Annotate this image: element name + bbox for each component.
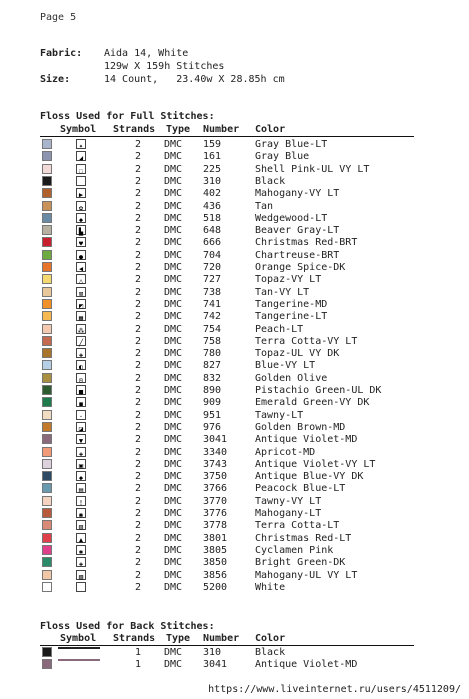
type-cell: DMC — [164, 495, 183, 507]
floss-row — [40, 570, 414, 582]
color-swatch — [42, 324, 52, 334]
color-swatch — [42, 397, 52, 407]
number-cell: 310 — [203, 175, 222, 187]
strands-cell: 2 — [135, 163, 142, 175]
type-cell: DMC — [164, 286, 183, 298]
header-type: Type — [166, 633, 191, 644]
strands-cell: 2 — [135, 311, 142, 323]
type-cell: DMC — [164, 532, 183, 544]
type-cell: DMC — [164, 458, 183, 470]
number-cell: 3801 — [203, 532, 228, 544]
fabric-stitches: 129w X 159h Stitches — [104, 61, 225, 72]
color-name-cell: Topaz-UL VY DK — [255, 348, 340, 360]
type-cell: DMC — [164, 544, 183, 556]
number-cell: 3856 — [203, 569, 228, 581]
stitch-symbol-icon: ╱ — [76, 336, 86, 346]
type-cell: DMC — [164, 557, 183, 569]
floss-row — [40, 311, 414, 323]
stitch-symbol-icon: ✦ — [76, 139, 86, 149]
stitch-symbol-icon: ⊠ — [76, 287, 86, 297]
back-stitches-title: Floss Used for Back Stitches: — [40, 621, 215, 632]
backstitch-line-icon — [58, 647, 100, 649]
type-cell: DMC — [164, 446, 183, 458]
floss-row — [40, 201, 414, 213]
strands-cell: 2 — [135, 249, 142, 261]
color-name-cell: Black — [255, 647, 286, 658]
type-cell: DMC — [164, 659, 183, 671]
stitch-symbol-icon: △ — [76, 274, 86, 284]
color-name-cell: Tangerine-MD — [255, 298, 328, 310]
floss-row — [40, 533, 414, 545]
type-cell: DMC — [164, 508, 183, 519]
stitch-symbol-icon — [76, 176, 86, 186]
strands-cell: 2 — [135, 421, 142, 433]
number-cell: 666 — [203, 237, 222, 249]
backstitch-line-icon — [58, 659, 100, 661]
strands-cell: 2 — [135, 385, 142, 396]
number-cell: 3776 — [203, 508, 228, 519]
color-name-cell: Apricot-MD — [255, 446, 316, 458]
strands-cell: 2 — [135, 348, 142, 360]
number-cell: 225 — [203, 163, 222, 175]
stitch-symbol-icon: · — [76, 410, 86, 420]
floss-row — [40, 262, 414, 274]
floss-row — [40, 582, 414, 594]
color-swatch — [42, 557, 52, 567]
number-cell: 909 — [203, 397, 222, 409]
color-swatch — [42, 434, 52, 444]
color-name-cell: Mahogany-UL VY LT — [255, 569, 358, 581]
type-cell: DMC — [164, 471, 183, 483]
color-swatch — [42, 151, 52, 161]
stitch-symbol-icon: ✿ — [76, 201, 86, 211]
color-swatch — [42, 459, 52, 469]
header-strands: Strands — [113, 633, 156, 644]
stitch-symbol-icon — [76, 582, 86, 592]
color-swatch — [42, 385, 52, 395]
color-name-cell: Beaver Gray-LT — [255, 225, 340, 237]
stitch-symbol-icon: ◆ — [76, 471, 86, 481]
color-name-cell: Mahogany-LT — [255, 508, 322, 519]
header-symbol: Symbol — [60, 633, 97, 644]
type-cell: DMC — [164, 372, 183, 384]
strands-cell: 2 — [135, 274, 142, 286]
color-name-cell: Orange Spice-DK — [255, 262, 346, 273]
color-name-cell: Pistachio Green-UL DK — [255, 385, 382, 396]
color-name-cell: Antique Violet-MD — [255, 434, 358, 446]
color-name-cell: Tan-VY LT — [255, 286, 310, 298]
floss-row — [40, 385, 414, 397]
number-cell: 704 — [203, 249, 222, 261]
stitch-symbol-icon: ◌ — [76, 164, 86, 174]
color-name-cell: Gray Blue — [255, 151, 310, 163]
type-cell: DMC — [164, 298, 183, 310]
color-swatch — [42, 570, 52, 580]
color-name-cell: Peach-LT — [255, 323, 304, 335]
color-swatch — [42, 410, 52, 420]
color-swatch — [42, 201, 52, 211]
strands-cell: 2 — [135, 262, 142, 273]
floss-row — [40, 360, 414, 372]
number-cell: 827 — [203, 360, 222, 372]
strands-cell: 2 — [135, 139, 142, 150]
strands-cell: 2 — [135, 397, 142, 409]
strands-cell: 1 — [135, 647, 142, 658]
floss-row — [40, 459, 414, 471]
color-swatch — [42, 545, 52, 555]
type-cell: DMC — [164, 434, 183, 446]
type-cell: DMC — [164, 520, 183, 532]
strands-cell: 2 — [135, 212, 142, 224]
color-name-cell: Topaz-VY LT — [255, 274, 322, 286]
color-name-cell: Wedgewood-LT — [255, 212, 328, 224]
type-cell: DMC — [164, 569, 183, 581]
stitch-symbol-icon: ✚ — [76, 557, 86, 567]
type-cell: DMC — [164, 335, 183, 347]
color-swatch — [42, 422, 52, 432]
strands-cell: 2 — [135, 335, 142, 347]
floss-row — [40, 151, 414, 163]
stitch-symbol-icon: ▤ — [76, 483, 86, 493]
strands-cell: 2 — [135, 471, 142, 483]
number-cell: 3766 — [203, 483, 228, 495]
type-cell: DMC — [164, 212, 183, 224]
color-swatch — [42, 348, 52, 358]
number-cell: 3750 — [203, 471, 228, 483]
number-cell: 518 — [203, 212, 222, 224]
color-name-cell: Golden Olive — [255, 372, 328, 384]
strands-cell: 2 — [135, 458, 142, 470]
floss-row — [40, 324, 414, 336]
floss-row — [40, 274, 414, 286]
color-swatch — [42, 582, 52, 592]
color-swatch — [42, 508, 52, 518]
type-cell: DMC — [164, 225, 183, 237]
type-cell: DMC — [164, 360, 183, 372]
color-name-cell: Emerald Green-VY DK — [255, 397, 370, 409]
number-cell: 727 — [203, 274, 222, 286]
color-swatch — [42, 225, 52, 235]
header-type: Type — [166, 124, 191, 135]
floss-row — [40, 373, 414, 385]
number-cell: 161 — [203, 151, 222, 163]
header-number: Number — [203, 633, 240, 644]
number-cell: 3805 — [203, 544, 228, 556]
color-swatch — [42, 483, 52, 493]
number-cell: 3850 — [203, 557, 228, 569]
floss-row — [40, 520, 414, 532]
type-cell: DMC — [164, 409, 183, 421]
number-cell: 720 — [203, 262, 222, 273]
stitch-symbol-icon: ▦ — [76, 311, 86, 321]
number-cell: 5200 — [203, 581, 228, 593]
stitch-symbol-icon: ■ — [76, 385, 86, 395]
floss-row — [40, 336, 414, 348]
floss-row — [40, 496, 414, 508]
strands-cell: 2 — [135, 237, 142, 249]
full-stitches-title: Floss Used for Full Stitches: — [40, 111, 215, 122]
type-cell: DMC — [164, 348, 183, 360]
stitch-symbol-icon: ▼ — [76, 434, 86, 444]
floss-row — [40, 348, 414, 360]
stitch-symbol-icon: ◪ — [76, 422, 86, 432]
stitch-symbol-icon: ◼ — [76, 397, 86, 407]
stitch-symbol-icon: ▶ — [76, 188, 86, 198]
back-stitches-rule — [40, 645, 414, 646]
source-url-watermark: https://www.liveinternet.ru/users/4511209/ — [208, 684, 461, 695]
color-name-cell: Black — [255, 175, 286, 187]
color-name-cell: White — [255, 581, 286, 593]
number-cell: 832 — [203, 372, 222, 384]
stitch-symbol-icon: ✱ — [76, 545, 86, 555]
fabric-value: Aida 14, White — [104, 48, 189, 59]
strands-cell: 2 — [135, 520, 142, 532]
stitch-symbol-icon: ◩ — [76, 299, 86, 309]
color-name-cell: Tawny-VY LT — [255, 495, 322, 507]
type-cell: DMC — [164, 151, 183, 163]
number-cell: 3770 — [203, 495, 228, 507]
number-cell: 738 — [203, 286, 222, 298]
floss-row — [40, 287, 414, 299]
color-name-cell: Antique Violet-VY LT — [255, 458, 376, 470]
backstitch-row — [40, 659, 414, 671]
number-cell: 758 — [203, 335, 222, 347]
number-cell: 3041 — [203, 659, 228, 671]
color-swatch — [42, 164, 52, 174]
color-swatch — [42, 360, 52, 370]
type-cell: DMC — [164, 163, 183, 175]
stitch-symbol-icon: ▙ — [76, 225, 86, 235]
header-symbol: Symbol — [60, 124, 97, 135]
header-strands: Strands — [113, 124, 156, 135]
floss-row — [40, 139, 414, 151]
stitch-symbol-icon: ◢ — [76, 151, 86, 161]
color-swatch — [42, 373, 52, 383]
header-number: Number — [203, 124, 240, 135]
type-cell: DMC — [164, 385, 183, 396]
strands-cell: 1 — [135, 659, 142, 671]
strands-cell: 2 — [135, 569, 142, 581]
number-cell: 436 — [203, 200, 222, 212]
stitch-symbol-icon: ▲ — [76, 533, 86, 543]
stitch-symbol-icon: ◎ — [76, 373, 86, 383]
color-name-cell: Chartreuse-BRT — [255, 249, 340, 261]
floss-row — [40, 397, 414, 409]
strands-cell: 2 — [135, 409, 142, 421]
floss-row — [40, 447, 414, 459]
color-swatch — [42, 336, 52, 346]
page-label: Page 5 — [40, 12, 77, 23]
color-name-cell: Blue-VY LT — [255, 360, 316, 372]
color-name-cell: Bright Green-DK — [255, 557, 346, 569]
floss-row — [40, 176, 414, 188]
stitch-symbol-icon: ! — [76, 496, 86, 506]
type-cell: DMC — [164, 200, 183, 212]
floss-row — [40, 471, 414, 483]
color-name-cell: Antique Blue-VY DK — [255, 471, 364, 483]
type-cell: DMC — [164, 274, 183, 286]
number-cell: 648 — [203, 225, 222, 237]
type-cell: DMC — [164, 188, 183, 200]
color-swatch — [42, 311, 52, 321]
floss-row — [40, 483, 414, 495]
type-cell: DMC — [164, 581, 183, 593]
color-swatch — [42, 188, 52, 198]
size-key: Size: — [40, 74, 71, 85]
floss-row — [40, 225, 414, 237]
color-name-cell: Gray Blue-LT — [255, 139, 328, 150]
color-name-cell: Peacock Blue-LT — [255, 483, 346, 495]
color-swatch — [42, 447, 52, 457]
strands-cell: 2 — [135, 581, 142, 593]
number-cell: 310 — [203, 647, 222, 658]
color-name-cell: Terra Cotta-LT — [255, 520, 340, 532]
strands-cell: 2 — [135, 372, 142, 384]
stitch-symbol-icon: ✚ — [76, 447, 86, 457]
type-cell: DMC — [164, 323, 183, 335]
floss-row — [40, 422, 414, 434]
type-cell: DMC — [164, 483, 183, 495]
type-cell: DMC — [164, 262, 183, 273]
floss-row — [40, 434, 414, 446]
color-swatch — [42, 213, 52, 223]
type-cell: DMC — [164, 175, 183, 187]
type-cell: DMC — [164, 311, 183, 323]
color-name-cell: Cyclamen Pink — [255, 544, 334, 556]
strands-cell: 2 — [135, 360, 142, 372]
color-swatch — [42, 659, 52, 669]
color-name-cell: Mahogany-VY LT — [255, 188, 340, 200]
color-swatch — [42, 274, 52, 284]
floss-row — [40, 299, 414, 311]
stitch-symbol-icon: ● — [76, 250, 86, 260]
floss-row — [40, 545, 414, 557]
floss-row — [40, 237, 414, 249]
full-stitches-rule — [40, 136, 414, 137]
color-swatch — [42, 262, 52, 272]
header-color: Color — [255, 124, 286, 135]
number-cell: 742 — [203, 311, 222, 323]
color-name-cell: Tangerine-LT — [255, 311, 328, 323]
number-cell: 402 — [203, 188, 222, 200]
color-swatch — [42, 299, 52, 309]
color-swatch — [42, 471, 52, 481]
color-swatch — [42, 520, 52, 530]
number-cell: 976 — [203, 421, 222, 433]
stitch-symbol-icon: ◀ — [76, 262, 86, 272]
stitch-symbol-icon: ◆ — [76, 213, 86, 223]
strands-cell: 2 — [135, 225, 142, 237]
floss-row — [40, 410, 414, 422]
floss-row — [40, 164, 414, 176]
number-cell: 890 — [203, 385, 222, 396]
color-swatch — [42, 496, 52, 506]
stitch-symbol-icon: ♥ — [76, 237, 86, 247]
color-swatch — [42, 250, 52, 260]
stitch-symbol-icon: ▧ — [76, 570, 86, 580]
strands-cell: 2 — [135, 544, 142, 556]
number-cell: 3340 — [203, 446, 228, 458]
strands-cell: 2 — [135, 495, 142, 507]
number-cell: 159 — [203, 139, 222, 150]
type-cell: DMC — [164, 237, 183, 249]
color-name-cell: Christmas Red-BRT — [255, 237, 358, 249]
stitch-symbol-icon: ▣ — [76, 459, 86, 469]
floss-row — [40, 557, 414, 569]
strands-cell: 2 — [135, 434, 142, 446]
floss-row — [40, 188, 414, 200]
strands-cell: 2 — [135, 446, 142, 458]
strands-cell: 2 — [135, 286, 142, 298]
color-swatch — [42, 647, 52, 657]
stitch-symbol-icon: ◐ — [76, 360, 86, 370]
color-name-cell: Tawny-LT — [255, 409, 304, 421]
fabric-key: Fabric: — [40, 48, 83, 59]
type-cell: DMC — [164, 397, 183, 409]
color-name-cell: Terra Cotta-VY LT — [255, 335, 358, 347]
number-cell: 741 — [203, 298, 222, 310]
color-name-cell: Antique Violet-MD — [255, 659, 358, 671]
number-cell: 754 — [203, 323, 222, 335]
stitch-symbol-icon: ⁂ — [76, 324, 86, 334]
color-name-cell: Golden Brown-MD — [255, 421, 346, 433]
color-name-cell: Shell Pink-UL VY LT — [255, 163, 370, 175]
strands-cell: 2 — [135, 323, 142, 335]
strands-cell: 2 — [135, 200, 142, 212]
backstitch-row — [40, 647, 414, 659]
color-name-cell: Tan — [255, 200, 274, 212]
strands-cell: 2 — [135, 557, 142, 569]
type-cell: DMC — [164, 647, 183, 658]
stitch-symbol-icon: ✚ — [76, 348, 86, 358]
color-swatch — [42, 139, 52, 149]
type-cell: DMC — [164, 249, 183, 261]
color-swatch — [42, 176, 52, 186]
color-swatch — [42, 237, 52, 247]
color-swatch — [42, 287, 52, 297]
number-cell: 3041 — [203, 434, 228, 446]
number-cell: 3743 — [203, 458, 228, 470]
type-cell: DMC — [164, 421, 183, 433]
stitch-symbol-icon: ◉ — [76, 508, 86, 518]
floss-row — [40, 213, 414, 225]
strands-cell: 2 — [135, 175, 142, 187]
floss-row — [40, 250, 414, 262]
number-cell: 780 — [203, 348, 222, 360]
stitch-symbol-icon: ▥ — [76, 520, 86, 530]
strands-cell: 2 — [135, 532, 142, 544]
strands-cell: 2 — [135, 188, 142, 200]
color-swatch — [42, 533, 52, 543]
strands-cell: 2 — [135, 298, 142, 310]
header-color: Color — [255, 633, 286, 644]
color-name-cell: Christmas Red-LT — [255, 532, 352, 544]
strands-cell: 2 — [135, 151, 142, 163]
strands-cell: 2 — [135, 508, 142, 519]
type-cell: DMC — [164, 139, 183, 150]
number-cell: 3778 — [203, 520, 228, 532]
floss-row — [40, 508, 414, 520]
size-value: 14 Count, 23.40w X 28.85h cm — [104, 74, 285, 85]
number-cell: 951 — [203, 409, 222, 421]
strands-cell: 2 — [135, 483, 142, 495]
